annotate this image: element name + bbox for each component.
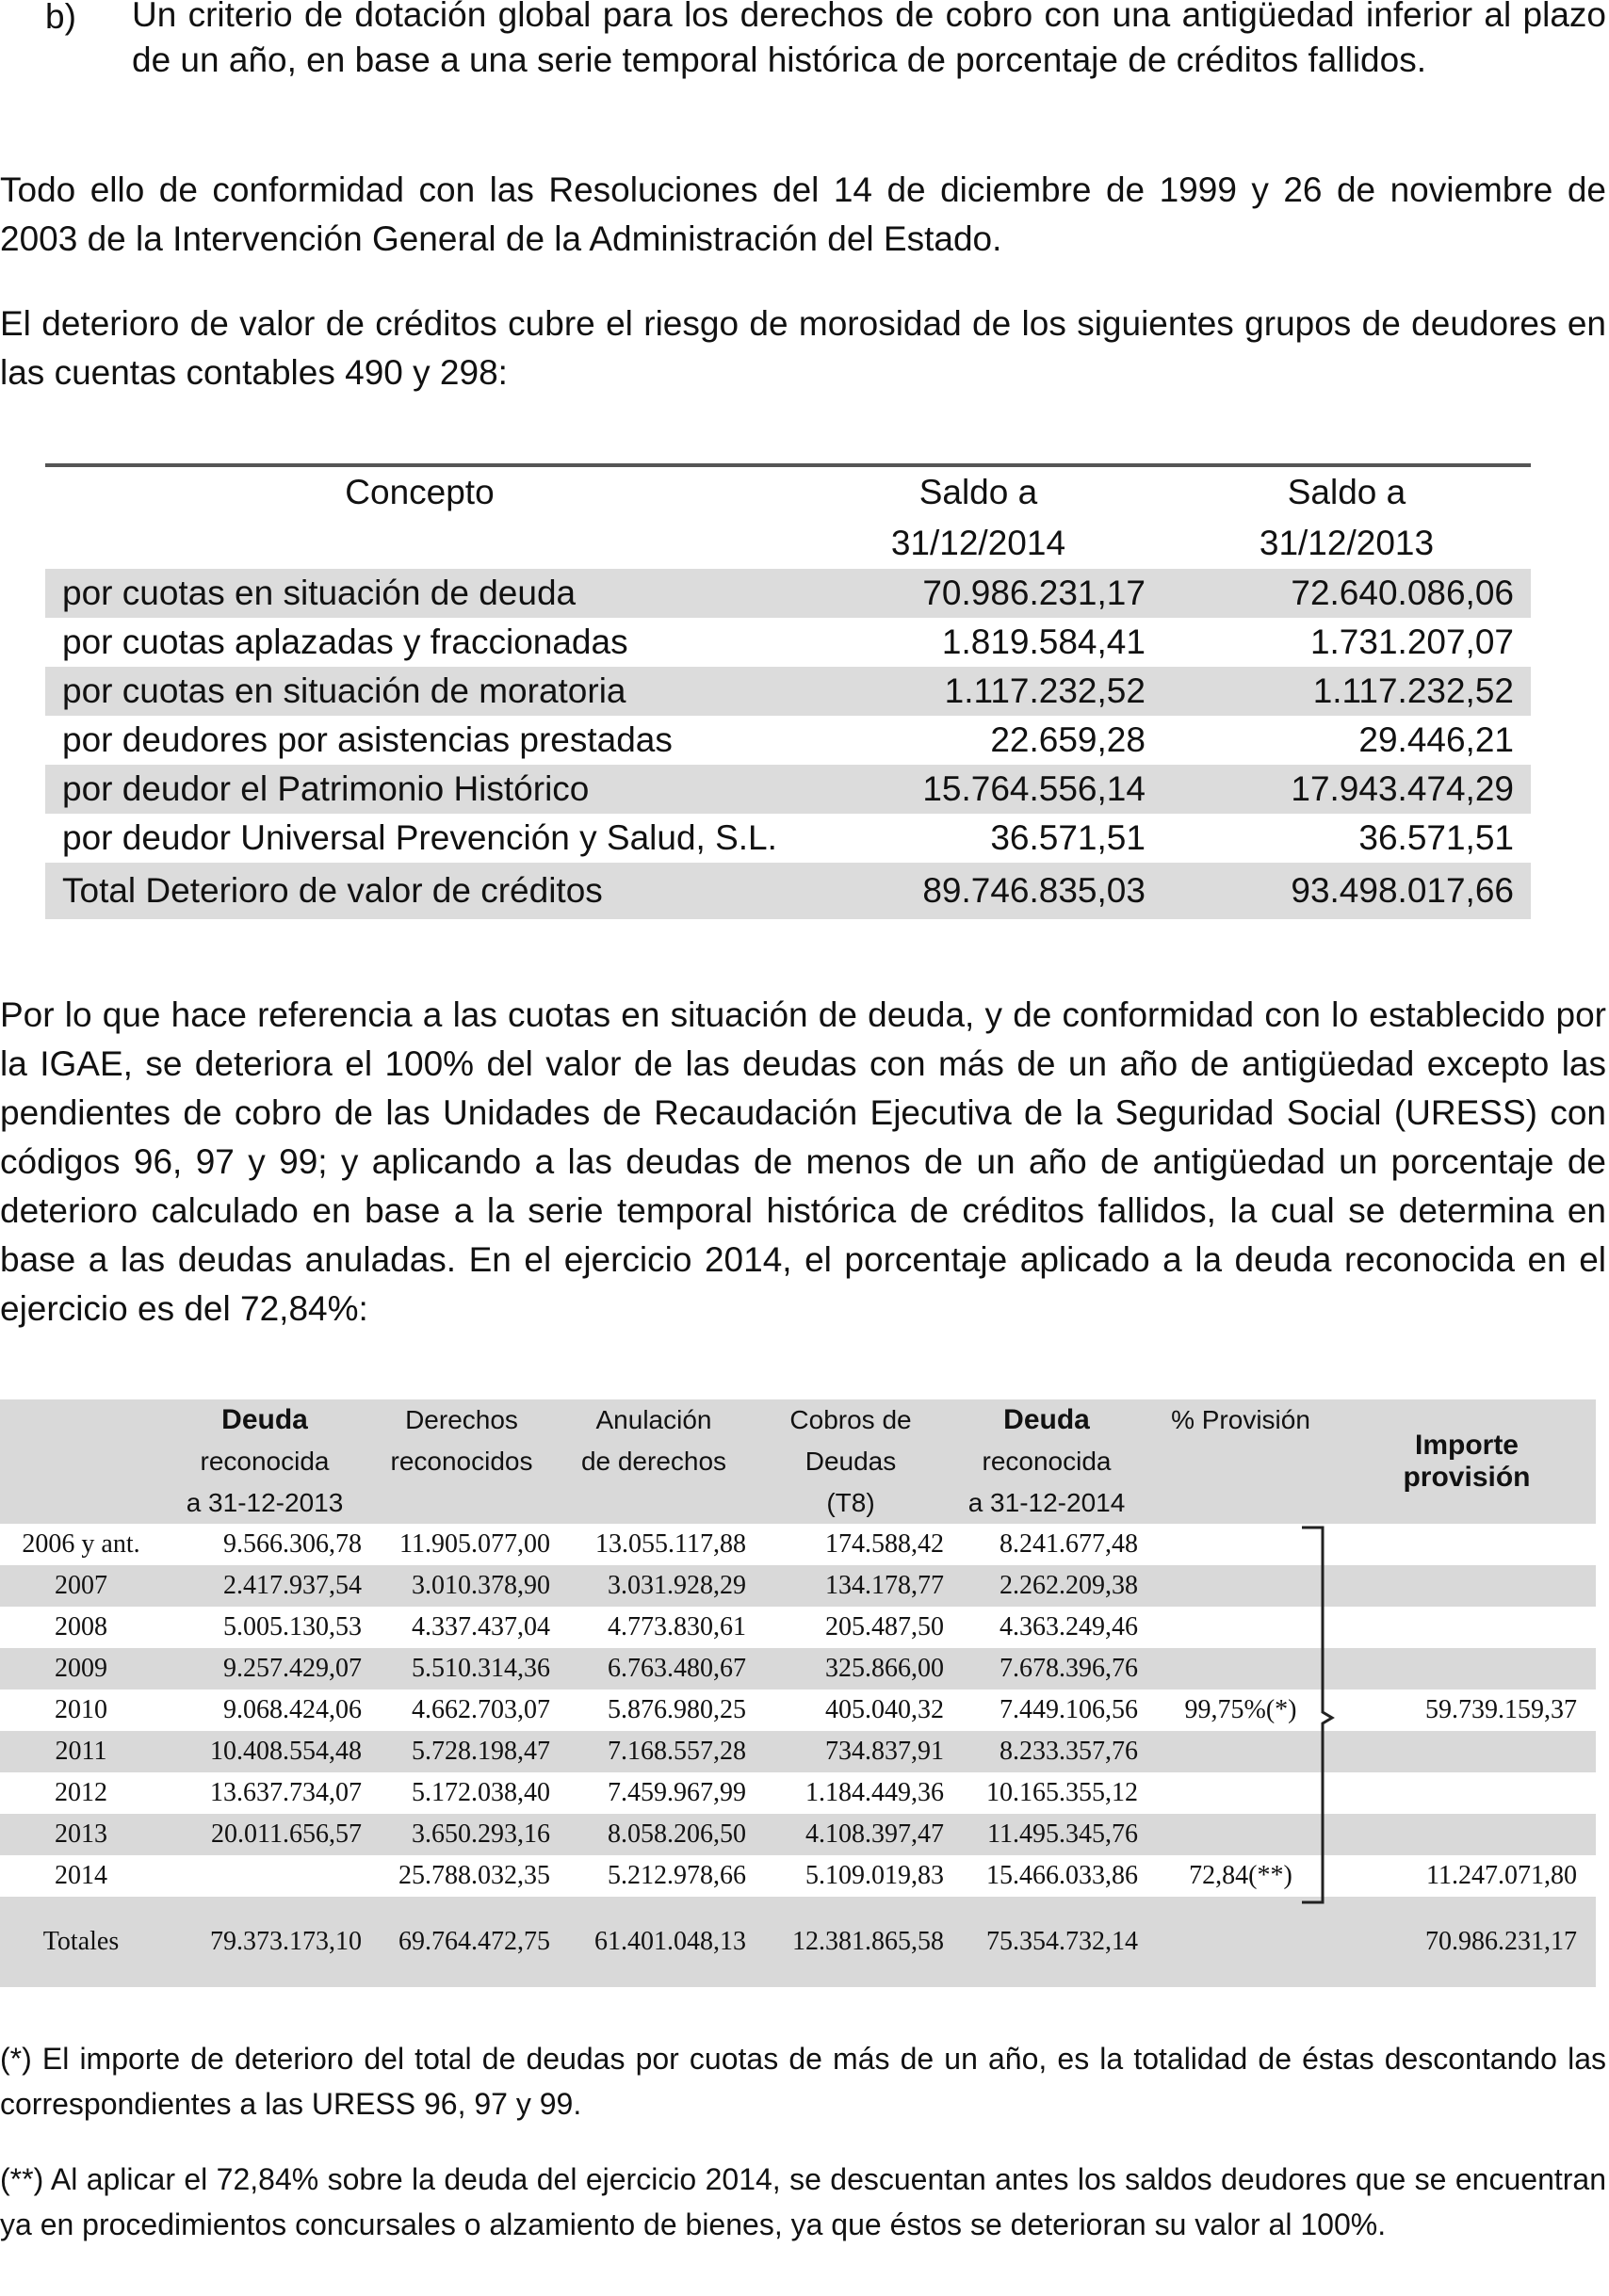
- row-derechos: 3.010.378,90: [367, 1565, 556, 1607]
- footnote-asterisk: (*) El importe de deterioro del total de deudas por cuotas de más de un año, es la totalidad de éstas descontando las correspondientes a las URESS 96, 97 y 99.: [0, 2042, 1606, 2121]
- table-row: [45, 569, 1531, 618]
- row-anulacion: 5.876.980,25: [608, 1695, 746, 1724]
- row-anulacion: 5.212.978,66: [608, 1861, 746, 1890]
- deterioro-table: [45, 463, 1531, 919]
- row-deuda-2013: 2.417.937,54: [162, 1565, 367, 1607]
- table-total-row: [45, 863, 1531, 919]
- table-row: [0, 1648, 1596, 1690]
- row-value-2013: 72.640.086,06: [1162, 569, 1531, 618]
- row-deuda-2014: 2.262.209,38: [950, 1565, 1144, 1607]
- table-row: [45, 765, 1531, 814]
- header-deuda-2014-b: reconocida: [950, 1441, 1144, 1482]
- header-saldo-2014-a: Saldo a: [794, 465, 1162, 518]
- total-concept: Total Deterioro de valor de créditos: [45, 863, 794, 919]
- total-value-2013: 93.498.017,66: [1162, 863, 1531, 919]
- row-cobros: 734.837,91: [752, 1731, 950, 1772]
- row-deuda-2014: 10.165.355,12: [986, 1778, 1138, 1807]
- row-deuda-2013: 9.068.424,06: [223, 1695, 362, 1724]
- row-anulacion: 6.763.480,67: [556, 1648, 752, 1690]
- row-concept: por cuotas en situación de moratoria: [45, 667, 794, 716]
- row-value-2014: 1.819.584,41: [941, 623, 1146, 661]
- table-row: [45, 667, 1531, 716]
- row-deuda-2013: 20.011.656,57: [162, 1814, 367, 1855]
- row-importe: [1338, 1772, 1596, 1814]
- row-year: 2009: [0, 1648, 162, 1690]
- header-importe-provision: [1338, 1399, 1596, 1524]
- row-importe: [1338, 1648, 1596, 1690]
- row-value-2013: 1.731.207,07: [1309, 623, 1514, 661]
- footnote-double-asterisk: (**) Al aplicar el 72,84% sobre la deuda del ejercicio 2014, se descuentan antes los saldos deudores que se encuentran ya en procedimientos concursales o alzamiento de bienes, ya que éstos se deterioran su valor al 100%.: [0, 2162, 1606, 2241]
- row-deuda-2014: 7.449.106,56: [1000, 1695, 1138, 1724]
- header-deuda-2014-c: a 31-12-2014: [950, 1482, 1144, 1524]
- header-derechos-b: reconocidos: [367, 1441, 556, 1482]
- paragraph-resoluciones: Todo ello de conformidad con las Resoluciones del 14 de diciembre de 1999 y 26 de noviembre de 2003 de la Intervención General de la Administración del Estado.: [0, 170, 1606, 258]
- header-anulacion-b: de derechos: [556, 1441, 752, 1482]
- row-anulacion: 7.459.967,99: [608, 1778, 746, 1807]
- row-derechos: 5.728.198,47: [367, 1731, 556, 1772]
- header-saldo-2013-b: 31/12/2013: [1259, 524, 1435, 562]
- row-year: 2007: [0, 1565, 162, 1607]
- row-cobros: 4.108.397,47: [752, 1814, 950, 1855]
- total-deuda-2014: 75.354.732,14: [950, 1897, 1144, 1987]
- table-row: [0, 1607, 1596, 1648]
- row-year: 2008: [55, 1612, 107, 1641]
- paragraph-deterioro: El deterioro de valor de créditos cubre el riesgo de morosidad de los siguientes grupos de deudores en las cuentas contables 490 y 298:: [0, 304, 1606, 392]
- row-year: 2013: [0, 1814, 162, 1855]
- row-year: 2006 y ant.: [22, 1529, 140, 1559]
- total-value-2014: 89.746.835,03: [794, 863, 1162, 919]
- row-anulacion: 13.055.117,88: [595, 1529, 746, 1559]
- row-provision-pct: 99,75%(*): [1184, 1695, 1297, 1724]
- header-saldo-2014-b: 31/12/2014: [890, 524, 1066, 562]
- row-derechos: 3.650.293,16: [367, 1814, 556, 1855]
- row-cobros: 405.040,32: [825, 1695, 944, 1724]
- row-importe: [1338, 1524, 1596, 1565]
- list-item-b: [0, 0, 1606, 115]
- table-row: [0, 1524, 1596, 1565]
- table-row: [45, 618, 1531, 667]
- total-anulacion: 61.401.048,13: [556, 1897, 752, 1987]
- header-deuda-2013-c: a 31-12-2013: [162, 1482, 367, 1524]
- provision-table: [0, 1399, 1596, 1987]
- row-deuda-2013: [162, 1855, 367, 1897]
- row-importe: 59.739.159,37: [1425, 1695, 1577, 1724]
- header-importe: Importe: [1414, 1430, 1519, 1461]
- row-deuda-2014: 15.466.033,86: [986, 1861, 1138, 1890]
- header-provision-pct: % Provisión: [1144, 1399, 1338, 1441]
- row-year: 2010: [55, 1695, 107, 1724]
- table-total-row: [0, 1897, 1596, 1987]
- header-anulacion: Anulación: [556, 1399, 752, 1441]
- row-value-2014: 36.571,51: [990, 818, 1146, 857]
- header-saldo-2013-a: Saldo a: [1162, 465, 1531, 518]
- row-value-2014: 1.117.232,52: [794, 667, 1162, 716]
- row-concept: por cuotas en situación de deuda: [45, 569, 794, 618]
- row-anulacion: 4.773.830,61: [608, 1612, 746, 1641]
- row-value-2014: 15.764.556,14: [794, 765, 1162, 814]
- row-importe: [1338, 1607, 1596, 1648]
- row-concept: por cuotas aplazadas y fraccionadas: [62, 623, 628, 661]
- total-deuda-2013: 79.373.173,10: [162, 1897, 367, 1987]
- header-provision: provisión: [1403, 1462, 1531, 1493]
- row-derechos: 25.788.032,35: [398, 1861, 550, 1890]
- row-derechos: 4.337.437,04: [412, 1612, 550, 1641]
- row-deuda-2013: 5.005.130,53: [223, 1612, 362, 1641]
- row-derechos: 5.172.038,40: [412, 1778, 550, 1807]
- row-value-2013: 36.571,51: [1358, 818, 1514, 857]
- provision-table-wrapper: [0, 1399, 1596, 1987]
- row-importe: [1338, 1731, 1596, 1772]
- row-year: 2011: [0, 1731, 162, 1772]
- row-anulacion: 7.168.557,28: [556, 1731, 752, 1772]
- row-deuda-2014: 8.233.357,76: [950, 1731, 1144, 1772]
- table-row: [0, 1855, 1596, 1897]
- row-value-2013: 17.943.474,29: [1162, 765, 1531, 814]
- table-row: [0, 1565, 1596, 1607]
- header-concepto: Concepto: [45, 465, 794, 518]
- row-concept: por deudor el Patrimonio Histórico: [45, 765, 794, 814]
- row-deuda-2014: 7.678.396,76: [950, 1648, 1144, 1690]
- table-row: [45, 814, 1531, 863]
- table-row: [0, 1731, 1596, 1772]
- table-row: [0, 1814, 1596, 1855]
- row-importe: [1338, 1565, 1596, 1607]
- list-item-text: Un criterio de dotación global para los derechos de cobro con una antigüedad inferior al plazo de un año, en base a una serie temporal histórica de porcentaje de créditos fallidos.: [132, 0, 1606, 79]
- total-label: Totales: [0, 1897, 162, 1987]
- row-cobros: 1.184.449,36: [805, 1778, 944, 1807]
- total-cobros: 12.381.865,58: [752, 1897, 950, 1987]
- header-cobros-c: (T8): [752, 1482, 950, 1524]
- header-deuda-2013: Deuda: [162, 1399, 367, 1441]
- row-concept: por deudor Universal Prevención y Salud, S.L.: [62, 818, 777, 857]
- row-deuda-2013: 9.566.306,78: [223, 1529, 362, 1559]
- table-header-row: [0, 1399, 1596, 1441]
- row-deuda-2014: 8.241.677,48: [1000, 1529, 1138, 1559]
- row-concept: por deudores por asistencias prestadas: [62, 720, 673, 759]
- total-importe: 70.986.231,17: [1338, 1897, 1596, 1987]
- header-deuda-2013-b: reconocida: [162, 1441, 367, 1482]
- row-value-2013: 29.446,21: [1358, 720, 1514, 759]
- row-cobros: 205.487,50: [825, 1612, 944, 1641]
- row-value-2013: 1.117.232,52: [1162, 667, 1531, 716]
- row-provision-pct: 72,84(**): [1189, 1861, 1292, 1890]
- header-derechos: Derechos: [367, 1399, 556, 1441]
- table-row: [0, 1690, 1596, 1731]
- row-value-2014: 22.659,28: [990, 720, 1146, 759]
- row-derechos: 4.662.703,07: [412, 1695, 550, 1724]
- header-cobros: Cobros de: [752, 1399, 950, 1441]
- row-anulacion: 8.058.206,50: [556, 1814, 752, 1855]
- row-deuda-2014: 11.495.345,76: [950, 1814, 1144, 1855]
- list-item-label: b): [45, 0, 76, 36]
- row-cobros: 134.178,77: [752, 1565, 950, 1607]
- row-importe: 11.247.071,80: [1426, 1861, 1577, 1890]
- row-deuda-2014: 4.363.249,46: [1000, 1612, 1138, 1641]
- row-cobros: 174.588,42: [825, 1529, 944, 1559]
- row-anulacion: 3.031.928,29: [556, 1565, 752, 1607]
- row-year: 2012: [55, 1778, 107, 1807]
- row-importe: [1338, 1814, 1596, 1855]
- row-year: 2014: [55, 1861, 107, 1890]
- row-deuda-2013: 9.257.429,07: [162, 1648, 367, 1690]
- row-cobros: 5.109.019,83: [805, 1861, 944, 1890]
- row-deuda-2013: 10.408.554,48: [162, 1731, 367, 1772]
- paragraph-cuotas-deuda: Por lo que hace referencia a las cuotas en situación de deuda, y de conformidad con lo establecido por la IGAE, se deteriora el 100% del valor de las deudas con más de un año de antigüedad excepto las pendientes de cobro de las Unidades de Recaudación Ejecutiva de la Seguridad Social (URESS) con códigos 96, 97 y 99; y aplicando a las deudas de menos de un año de antigüedad un porcentaje de deterioro calculado en base a la serie temporal histórica de créditos fallidos, la cual se determina en base a las deudas anuladas. En el ejercicio 2014, el porcentaje aplicado a la deuda reconocida en el ejercicio es del 72,84%:: [0, 995, 1606, 1328]
- row-cobros: 325.866,00: [752, 1648, 950, 1690]
- row-value-2014: 70.986.231,17: [794, 569, 1162, 618]
- row-derechos: 11.905.077,00: [399, 1529, 550, 1559]
- table-row: [45, 716, 1531, 765]
- header-cobros-b: Deudas: [752, 1441, 950, 1482]
- brace-icon: [1300, 1524, 1338, 1908]
- row-derechos: 5.510.314,36: [367, 1648, 556, 1690]
- header-deuda-2014: Deuda: [950, 1399, 1144, 1441]
- total-derechos: 69.764.472,75: [367, 1897, 556, 1987]
- row-deuda-2013: 13.637.734,07: [210, 1778, 362, 1807]
- table-row: [0, 1772, 1596, 1814]
